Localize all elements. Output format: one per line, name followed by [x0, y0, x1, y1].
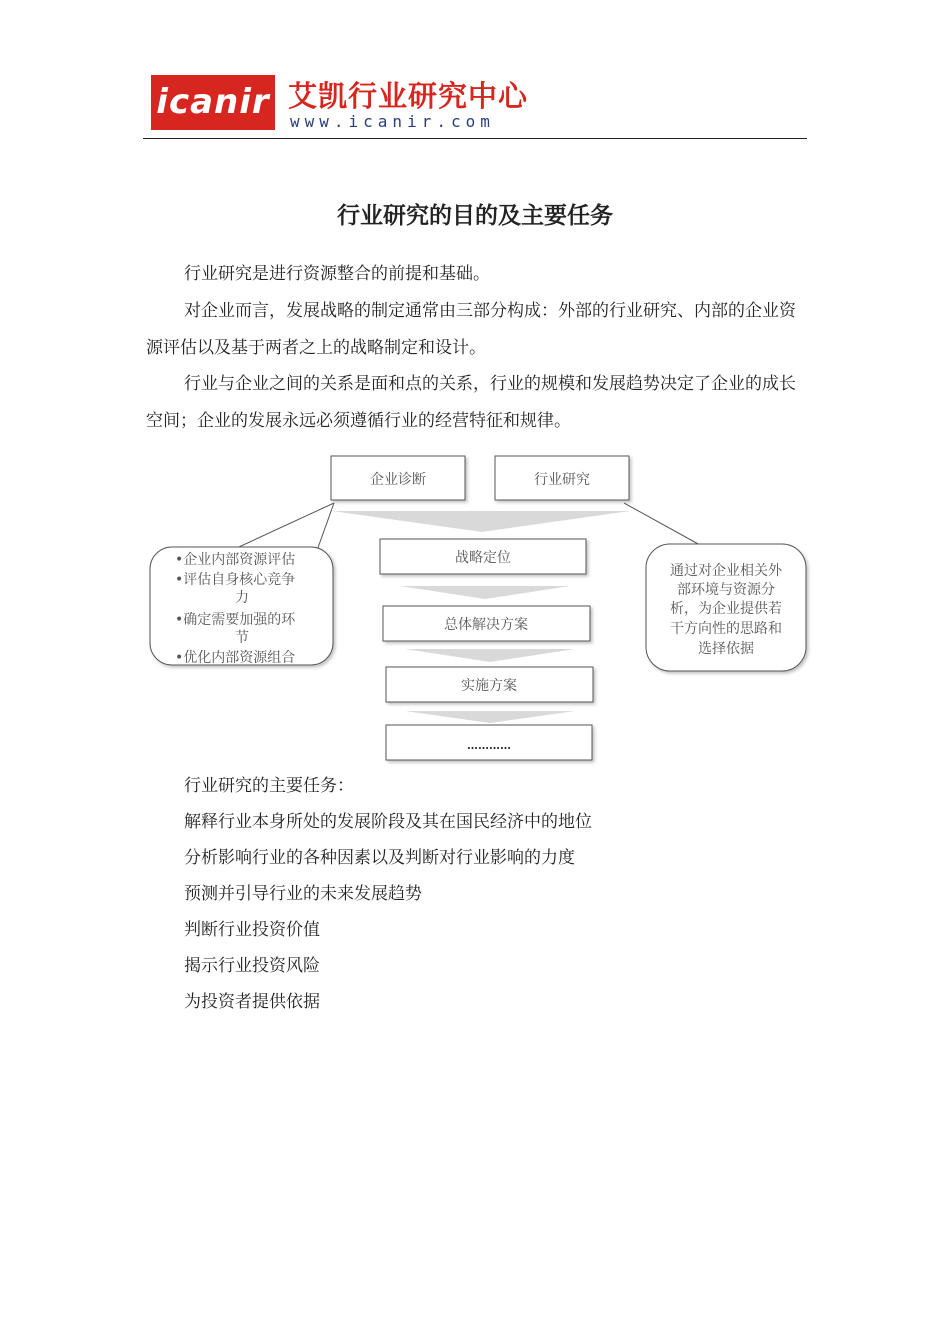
left-callout-line: •确定需要加强的环 [175, 612, 296, 628]
task-item: 分析影响行业的各种因素以及判断对行业影响的力度 [184, 848, 575, 868]
task-item: 预测并引导行业的未来发展趋势 [184, 884, 422, 904]
flow-arrow [405, 649, 575, 662]
page-title: 行业研究的目的及主要任务 [337, 202, 613, 229]
box-enterprise-diagnosis-label: 企业诊断 [370, 472, 426, 488]
paragraph-1-text: 行业研究是进行资源整合的前提和基础。 [184, 264, 490, 284]
left-callout-line: 节 [235, 630, 249, 646]
flow-arrow [400, 586, 570, 599]
right-callout-pointer [624, 503, 700, 545]
paragraph-2-text: 对企业而言，发展战略的制定通常由三部分构成：外部的行业研究、内部的企业资源评估以及基于两者之上的战略制定和设计。 [146, 301, 796, 358]
task-item: 判断行业投资价值 [184, 920, 320, 940]
left-callout-line: •评估自身核心竞争 [175, 572, 296, 588]
left-callout-line: •优化内部资源组合 [175, 650, 296, 666]
flow-arrow [405, 711, 575, 723]
right-callout-line: 选择依据 [698, 641, 754, 657]
left-callout-pointer [228, 503, 334, 552]
box-industry-research-label: 行业研究 [534, 472, 590, 488]
brand-url: www.icanir.com [290, 112, 495, 131]
task-item: 为投资者提供依据 [184, 992, 320, 1012]
right-callout-line: 部环境与资源分 [677, 582, 775, 598]
left-callout-line: 力 [235, 590, 249, 606]
flow-box-implementation-label: 实施方案 [461, 678, 517, 694]
task-item: 揭示行业投资风险 [184, 956, 320, 976]
flow-box-strategy-label: 战略定位 [455, 550, 511, 566]
right-callout-line: 干方向性的思路和 [670, 621, 782, 637]
right-callout-line: 通过对企业相关外 [670, 563, 782, 579]
flow-box-more-label: ………… [467, 739, 511, 752]
tasks-heading: 行业研究的主要任务： [184, 776, 354, 796]
left-callout-line: •企业内部资源评估 [175, 552, 296, 568]
right-callout-line: 析，为企业提供若 [670, 601, 782, 617]
task-item: 解释行业本身所处的发展阶段及其在国民经济中的地位 [184, 812, 592, 832]
flow-box-overall-solution-label: 总体解决方案 [444, 617, 528, 633]
brand-name: 艾凯行业研究中心 [288, 79, 529, 113]
paragraph-3-text: 行业与企业之间的关系是面和点的关系，行业的规模和发展趋势决定了企业的成长空间；企业的发展永远必须遵循行业的经营特征和规律。 [146, 374, 796, 431]
merge-arrow [332, 511, 630, 532]
icanir-logo: icanir [151, 75, 275, 130]
